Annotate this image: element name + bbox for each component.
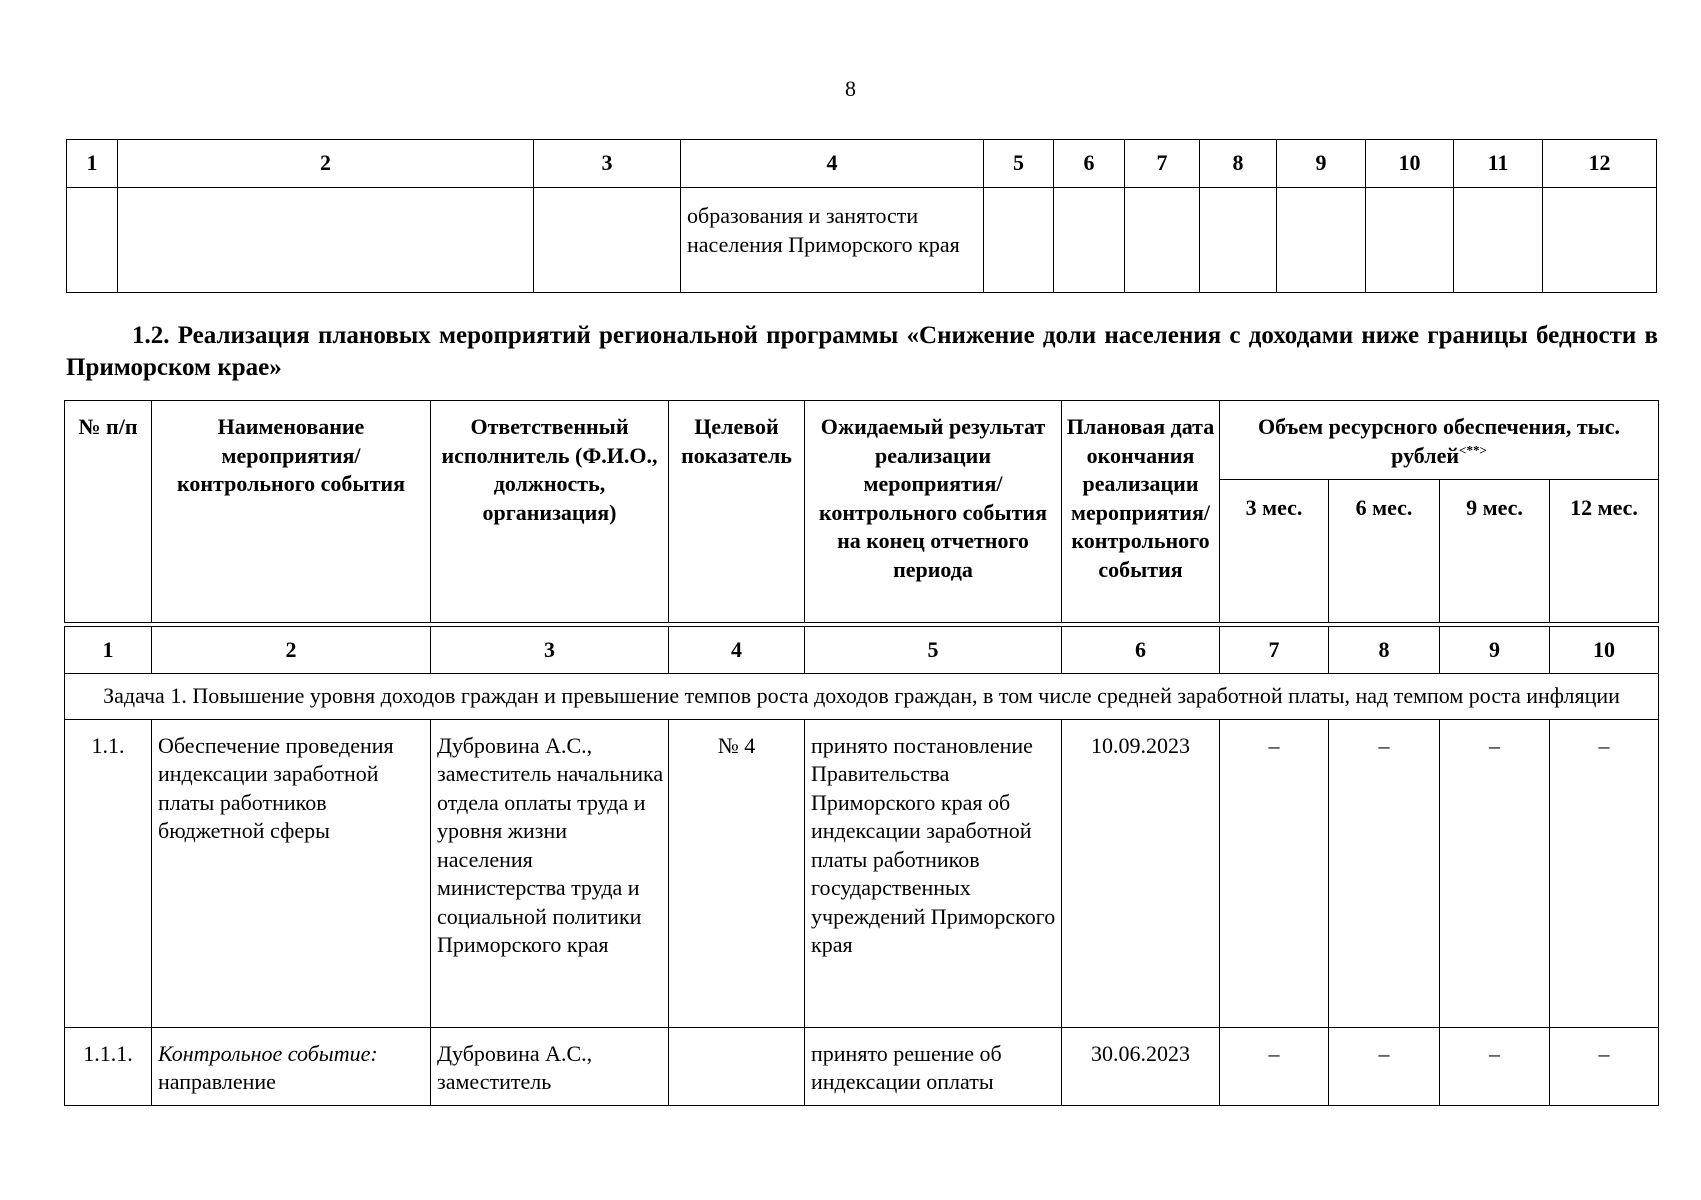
row-m12: – [1550,719,1659,1027]
row-m3: – [1220,719,1329,1027]
column-number: 10 [1550,627,1659,674]
column-number: 9 [1277,140,1366,188]
column-number: 5 [805,627,1062,674]
column-number: 6 [1054,140,1125,188]
column-number: 4 [669,627,805,674]
header-name: Наименование мероприятия/ контрольного события [152,401,431,623]
row-indicator: № 4 [669,719,805,1027]
row-num: 1.1.1. [65,1027,152,1105]
continuation-table [66,139,1657,293]
column-number: 10 [1366,140,1454,188]
section-title: 1.2. Реализация плановых мероприятий региональной программы «Снижение доли населения с доходами ниже границы бедности в Приморском крае» [66,322,1658,381]
task-row [65,674,1659,720]
row-planned-date: 30.06.2023 [1062,1027,1220,1105]
header-indicator: Целевой показатель [669,401,805,623]
row-m12: – [1550,1027,1659,1105]
header-month-6: 6 мес. [1329,480,1440,623]
header-month-9: 9 мес. [1440,480,1550,623]
column-number: 8 [1200,140,1277,188]
page-number: 8 [845,76,856,101]
row-m9: – [1440,719,1550,1027]
column-number: 2 [118,140,534,188]
header-responsible: Ответственный исполнитель (Ф.И.О., должность, организация) [431,401,669,623]
column-number: 11 [1454,140,1543,188]
continuation-text: образования и занятости населения Приморского края [687,203,960,257]
row-m9: – [1440,1027,1550,1105]
header-month-12: 12 мес. [1550,480,1659,623]
column-number: 1 [67,140,118,188]
column-number: 6 [1062,627,1220,674]
row-expected: принято решение об индексации оплаты [805,1027,1062,1105]
column-number: 9 [1440,627,1550,674]
column-number: 2 [152,627,431,674]
row-responsible: Дубровина А.С., заместитель [431,1027,669,1105]
row-m6: – [1329,1027,1440,1105]
table-row [65,719,1659,1027]
row-m6: – [1329,719,1440,1027]
header-row [65,401,1659,480]
row-planned-date: 10.09.2023 [1062,719,1220,1027]
row-responsible: Дубровина А.С., заместитель начальника отдела оплаты труда и уровня жизни населения министерства труда и социальной политики Приморского края [431,719,669,1027]
column-number: 7 [1125,140,1200,188]
header-resources: Объем ресурсного обеспечения, тыс. рублей<**> [1220,401,1659,480]
row-num: 1.1. [65,719,152,1027]
footnote-mark: <**> [1459,442,1487,458]
column-number: 5 [984,140,1054,188]
column-number-row [65,627,1659,674]
table-row [65,1027,1659,1105]
header-num: № п/п [65,401,152,623]
column-number: 3 [534,140,681,188]
column-number: 1 [65,627,152,674]
activities-table [64,400,1659,1106]
column-number: 7 [1220,627,1329,674]
header-planned-date: Плановая дата окончания реализации мероприятия/ контрольного события [1062,401,1220,623]
column-number: 12 [1543,140,1657,188]
column-number-row [67,140,1657,188]
column-number: 4 [681,140,984,188]
header-expected: Ожидаемый результат реализации мероприятия/ контрольного события на конец отчетного периода [805,401,1062,623]
table-row [67,188,1657,293]
row-m3: – [1220,1027,1329,1105]
header-month-3: 3 мес. [1220,480,1329,623]
row-name: Обеспечение проведения индексации заработной платы работников бюджетной сферы [152,719,431,1027]
row-indicator [669,1027,805,1105]
column-number: 3 [431,627,669,674]
control-event-label: Контрольное событие: [158,1040,378,1066]
row-expected: принято постановление Правительства Приморского края об индексации заработной платы работников государственных учреждений Приморского края [805,719,1062,1027]
column-number: 8 [1329,627,1440,674]
row-name: Контрольное событие: направление [152,1027,431,1105]
task-text: Задача 1. Повышение уровня доходов граждан и превышение темпов роста доходов граждан, в том числе средней заработной платы, над темпом роста инфляции [65,674,1659,720]
